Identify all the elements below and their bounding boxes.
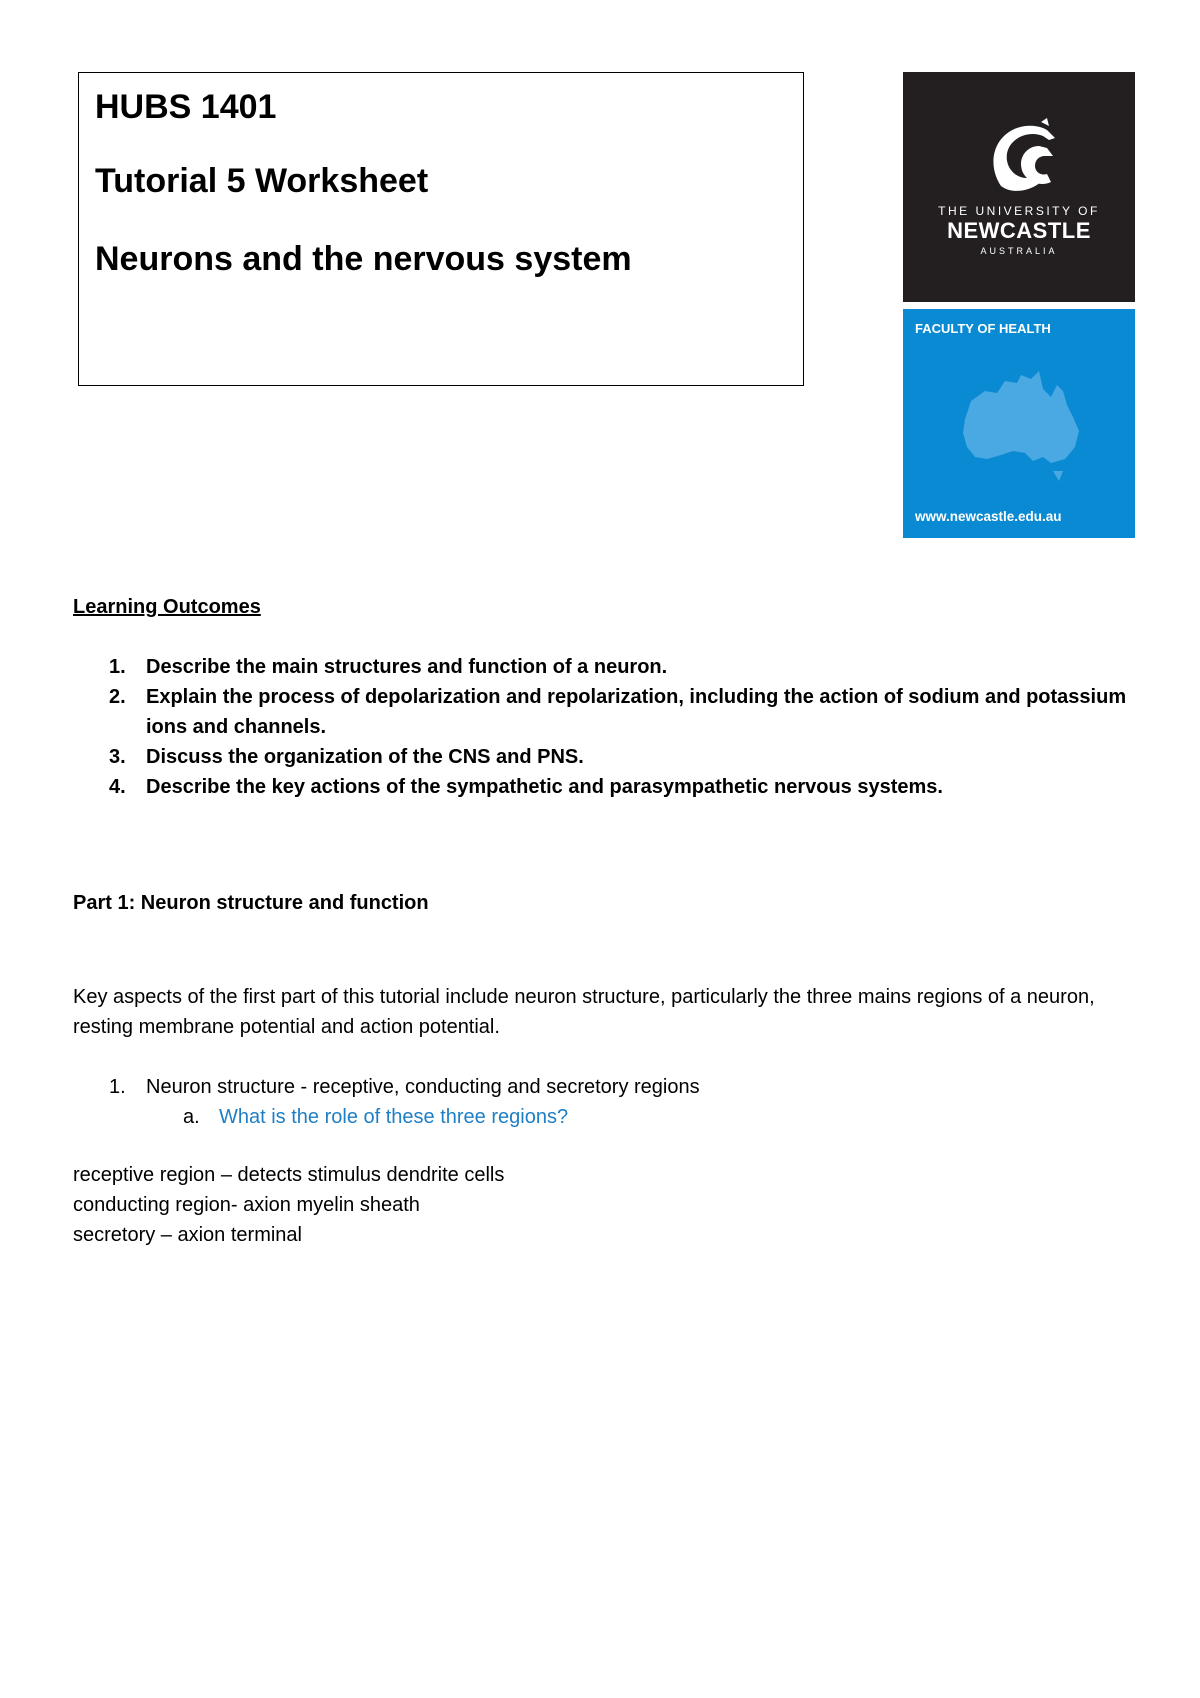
list-text: Discuss the organization of the CNS and PNS.	[146, 746, 584, 768]
subquestion-text: What is the role of these three regions?	[219, 1106, 569, 1128]
list-item	[73, 742, 1133, 772]
faculty-banner	[903, 309, 1135, 538]
answer-line: receptive region – detects stimulus dendrite cells	[73, 1164, 505, 1186]
answer-line: conducting region- axion myelin sheath	[73, 1194, 420, 1216]
list-text: Describe the key actions of the sympathetic and parasympathetic nervous systems.	[146, 776, 943, 798]
worksheet-title: Tutorial 5 Worksheet	[95, 162, 429, 200]
list-item	[73, 652, 1133, 682]
part1-intro: Key aspects of the first part of this tutorial include neuron structure, particularly the three mains regions of a neuron, resting membrane potential and action potential.	[73, 986, 1095, 1038]
question-number: 1.	[109, 1076, 126, 1098]
list-item	[73, 682, 1133, 742]
list-number: 3.	[109, 746, 126, 768]
list-number: 1.	[109, 656, 126, 678]
list-text: Describe the main structures and function of a neuron.	[146, 656, 668, 678]
horse-crest-icon	[981, 116, 1065, 200]
list-text: Explain the process of depolarization and repolarization, including the action of sodium and potassium ions and channels.	[146, 686, 1127, 738]
part1-heading: Part 1: Neuron structure and function	[73, 892, 429, 914]
list-number: 4.	[109, 776, 126, 798]
title-box	[78, 72, 804, 386]
university-country: AUSTRALIA	[980, 246, 1058, 256]
list-number: 2.	[109, 686, 126, 708]
subquestion-letter: a.	[183, 1106, 200, 1128]
faculty-label: FACULTY OF HEALTH	[915, 321, 1051, 336]
answer-line: secretory – axion terminal	[73, 1224, 302, 1246]
question-1	[73, 1072, 1133, 1102]
australia-map-icon	[955, 361, 1085, 485]
learning-outcomes-list	[73, 652, 1133, 802]
website-url: www.newcastle.edu.au	[915, 509, 1062, 524]
university-line1: THE UNIVERSITY OF	[938, 204, 1100, 218]
learning-outcomes-heading: Learning Outcomes	[73, 596, 261, 618]
university-logo	[903, 72, 1135, 302]
answers-block	[73, 1160, 504, 1250]
course-code: HUBS 1401	[95, 88, 277, 126]
question-text: Neuron structure - receptive, conducting and secretory regions	[146, 1076, 700, 1098]
topic-title: Neurons and the nervous system	[95, 240, 632, 278]
subquestion-a	[73, 1102, 1133, 1132]
list-item	[73, 772, 1133, 802]
university-name: NEWCASTLE	[947, 218, 1091, 243]
